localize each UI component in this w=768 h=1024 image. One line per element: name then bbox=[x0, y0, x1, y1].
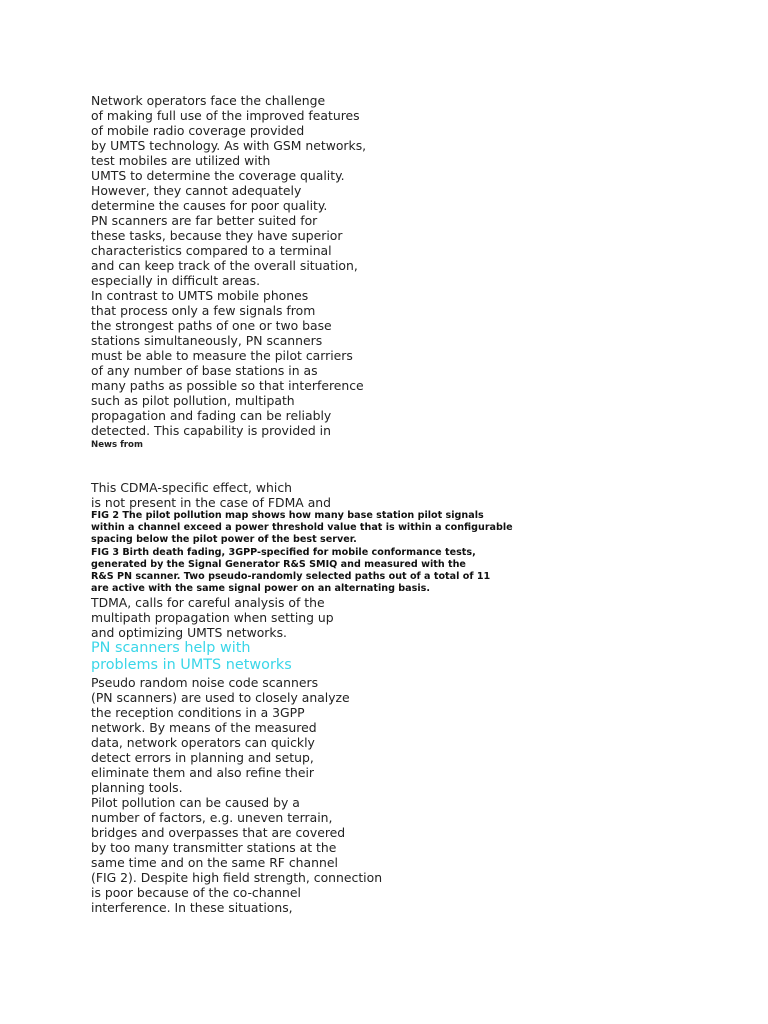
text-line: of any number of base stations in as bbox=[91, 363, 318, 378]
caption-line: spacing below the pilot power of the best server. bbox=[91, 534, 357, 546]
text-line: by UMTS technology. As with GSM networks, bbox=[91, 138, 367, 153]
intro-paragraph bbox=[91, 93, 366, 438]
text-line: multipath propagation when setting up bbox=[91, 610, 334, 625]
text-line: network. By means of the measured bbox=[91, 720, 317, 735]
text-line: planning tools. bbox=[91, 780, 183, 795]
text-line: that process only a few signals from bbox=[91, 303, 316, 318]
text-line: same time and on the same RF channel bbox=[91, 855, 338, 870]
caption-line: are active with the same signal power on an alternating basis. bbox=[91, 583, 430, 595]
text-line: bridges and overpasses that are covered bbox=[91, 825, 346, 840]
text-line: Pseudo random noise code scanners bbox=[91, 675, 319, 690]
text-line: the reception conditions in a 3GPP bbox=[91, 705, 305, 720]
text-line: In contrast to UMTS mobile phones bbox=[91, 288, 309, 303]
text-line: number of factors, e.g. uneven terrain, bbox=[91, 810, 333, 825]
text-line: must be able to measure the pilot carriers bbox=[91, 348, 353, 363]
text-line: PN scanners are far better suited for bbox=[91, 213, 318, 228]
text-line: This CDMA-specific effect, which bbox=[91, 480, 292, 495]
text-line: data, network operators can quickly bbox=[91, 735, 315, 750]
text-line: these tasks, because they have superior bbox=[91, 228, 343, 243]
tdma-paragraph bbox=[91, 595, 334, 640]
text-line: of mobile radio coverage provided bbox=[91, 123, 305, 138]
text-line: especially in difficult areas. bbox=[91, 273, 261, 288]
section-heading bbox=[91, 640, 292, 674]
figure-captions bbox=[91, 510, 513, 595]
news-from-label: News from bbox=[91, 440, 143, 450]
heading-line: PN scanners help with bbox=[91, 640, 251, 656]
caption-line: FIG 3 Birth death fading, 3GPP-specified for mobile conformance tests, bbox=[91, 546, 476, 558]
text-line: (PN scanners) are used to closely analyze bbox=[91, 690, 350, 705]
text-line: detect errors in planning and setup, bbox=[91, 750, 314, 765]
pn-scanner-paragraph bbox=[91, 675, 382, 915]
text-line: of making full use of the improved features bbox=[91, 108, 360, 123]
text-line: interference. In these situations, bbox=[91, 900, 293, 915]
text-line: is poor because of the co-channel bbox=[91, 885, 301, 900]
text-line: propagation and fading can be reliably bbox=[91, 408, 332, 423]
text-line: Network operators face the challenge bbox=[91, 93, 326, 108]
text-line: determine the causes for poor quality. bbox=[91, 198, 328, 213]
text-line: detected. This capability is provided in bbox=[91, 423, 331, 438]
text-line: the strongest paths of one or two base bbox=[91, 318, 332, 333]
text-line: However, they cannot adequately bbox=[91, 183, 302, 198]
text-line: many paths as possible so that interference bbox=[91, 378, 364, 393]
text-line: eliminate them and also refine their bbox=[91, 765, 315, 780]
text-line: stations simultaneously, PN scanners bbox=[91, 333, 323, 348]
text-line: TDMA, calls for careful analysis of the bbox=[91, 595, 325, 610]
caption-line: generated by the Signal Generator R&S SMIQ and measured with the bbox=[91, 558, 466, 570]
text-line: UMTS to determine the coverage quality. bbox=[91, 168, 345, 183]
caption-line: FIG 2 The pilot pollution map shows how many base station pilot signals bbox=[91, 510, 484, 521]
cdma-paragraph bbox=[91, 480, 331, 510]
text-line: Pilot pollution can be caused by a bbox=[91, 795, 300, 810]
text-line: is not present in the case of FDMA and bbox=[91, 495, 332, 510]
text-line: by too many transmitter stations at the bbox=[91, 840, 337, 855]
text-line: (FIG 2). Despite high field strength, connection bbox=[91, 870, 383, 885]
text-line: such as pilot pollution, multipath bbox=[91, 393, 295, 408]
text-line: and can keep track of the overall situation, bbox=[91, 258, 358, 273]
text-line: test mobiles are utilized with bbox=[91, 153, 271, 168]
text-line: and optimizing UMTS networks. bbox=[91, 625, 287, 640]
caption-line: within a channel exceed a power threshold value that is within a configurable bbox=[91, 522, 513, 534]
caption-line: R&S PN scanner. Two pseudo-randomly selected paths out of a total of 11 bbox=[91, 571, 491, 583]
heading-line: problems in UMTS networks bbox=[91, 657, 292, 673]
text-line: characteristics compared to a terminal bbox=[91, 243, 332, 258]
